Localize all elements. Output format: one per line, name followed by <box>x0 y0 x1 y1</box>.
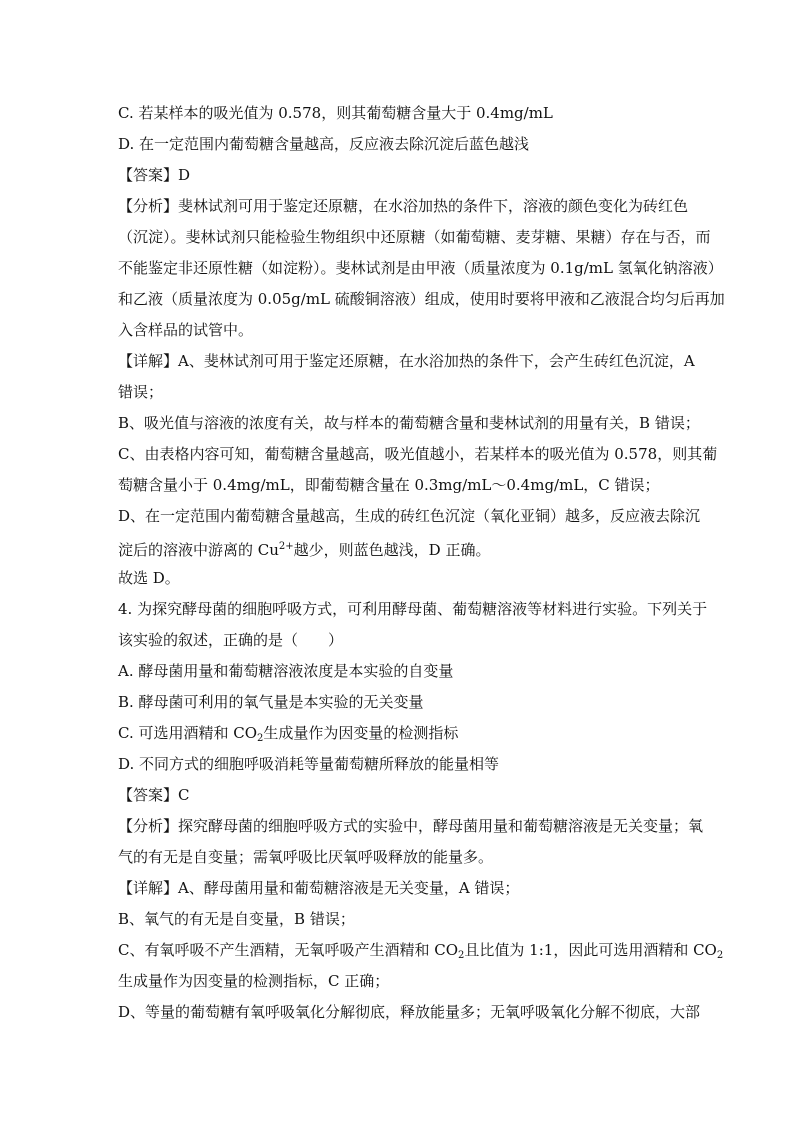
analysis-line: 【分析】探究酵母菌的细胞呼吸方式的实验中，酵母菌用量和葡萄糖溶液是无关变量；氧 <box>118 817 704 835</box>
detail-line: B、氧气的有无是自变量，B 错误； <box>118 910 355 928</box>
option-d: D. 不同方式的细胞呼吸消耗等量葡萄糖所释放的能量相等 <box>118 755 500 773</box>
option-b: B. 酵母菌可利用的氧气量是本实验的无关变量 <box>118 693 424 711</box>
detail-line: D、等量的葡萄糖有氧呼吸氧化分解彻底，释放能量多；无氧呼吸氧化分解不彻底，大部 <box>118 1003 701 1021</box>
answer-line: 【答案】D <box>118 166 191 184</box>
detail-line <box>118 537 490 557</box>
detail-line: D、在一定范围内葡萄糖含量越高，生成的砖红色沉淀（氧化亚铜）越多，反应液去除沉 <box>118 507 701 525</box>
conclusion-line: 故选 D。 <box>118 569 180 587</box>
detail-line: 生成量作为因变量的检测指标，C 正确； <box>118 972 390 990</box>
text-segment: 越少，则蓝色越浅，D 正确。 <box>293 541 491 559</box>
option-d-text: D. 在一定范围内葡萄糖含量越高，反应液去除沉淀后蓝色越浅 <box>118 135 530 153</box>
text-segment: C. 可选用酒精和 CO <box>118 724 258 742</box>
question-stem: 该实验的叙述，正确的是（ ） <box>118 631 344 649</box>
analysis-line: 和乙液（质量浓度为 0.05g/mL 硫酸铜溶液）组成，使用时要将甲液和乙液混合均匀后再加 <box>118 290 725 308</box>
detail-line: B、吸光值与溶液的浓度有关，故与样本的葡萄糖含量和斐林试剂的用量有关，B 错误； <box>118 414 700 432</box>
text-segment: 淀后的溶液中游离的 Cu <box>118 541 279 559</box>
answer-line: 【答案】C <box>118 786 190 804</box>
detail-line: 【详解】A、斐林试剂可用于鉴定还原糖，在水浴加热的条件下，会产生砖红色沉淀，A <box>118 352 695 370</box>
detail-line: 错误； <box>118 383 164 401</box>
subscript: 2 <box>257 733 264 744</box>
subscript: 2 <box>716 950 724 961</box>
subscript: 2 <box>458 950 465 961</box>
detail-line: 【详解】A、酵母菌用量和葡萄糖溶液是无关变量，A 错误； <box>118 879 520 897</box>
detail-line: 萄糖含量小于 0.4mg/mL，即葡萄糖含量在 0.3mg/mL～0.4mg/mL，C 错误； <box>118 476 660 494</box>
superscript: 2+ <box>278 541 294 552</box>
detail-line: C、由表格内容可知，葡萄糖含量越高，吸光值越小，若某样本的吸光值为 0.578，则其葡 <box>118 445 718 463</box>
analysis-line: 入含样品的试管中。 <box>118 321 254 339</box>
analysis-line: 气的有无是自变量；需氧呼吸比厌氧呼吸释放的能量多。 <box>118 848 494 866</box>
detail-line <box>118 940 723 960</box>
option-a: A. 酵母菌用量和葡萄糖溶液浓度是本实验的自变量 <box>118 662 454 680</box>
text-segment: 生成量作为因变量的检测指标 <box>263 724 459 742</box>
text-segment: C、有氧呼吸不产生酒精，无氧呼吸产生酒精和 CO <box>118 941 459 959</box>
question-stem: 4. 为探究酵母菌的细胞呼吸方式，可利用酵母菌、葡萄糖溶液等材料进行实验。下列关于 <box>118 600 708 618</box>
text-segment: 且比值为 1:1，因此可选用酒精和 CO <box>464 941 717 959</box>
option-c-text: C. 若某样本的吸光值为 0.578，则其葡萄糖含量大于 0.4mg/mL <box>118 104 553 122</box>
analysis-line: 【分析】斐林试剂可用于鉴定还原糖，在水浴加热的条件下，溶液的颜色变化为砖红色 <box>118 197 689 215</box>
option-c <box>118 723 458 743</box>
analysis-line: 不能鉴定非还原性糖（如淀粉）。斐林试剂是由甲液（质量浓度为 0.1g/mL 氢氧化钠溶液） <box>118 259 723 277</box>
analysis-line: （沉淀）。斐林试剂只能检验生物组织中还原糖（如葡萄糖、麦芽糖、果糖）存在与否，而 <box>118 228 711 246</box>
